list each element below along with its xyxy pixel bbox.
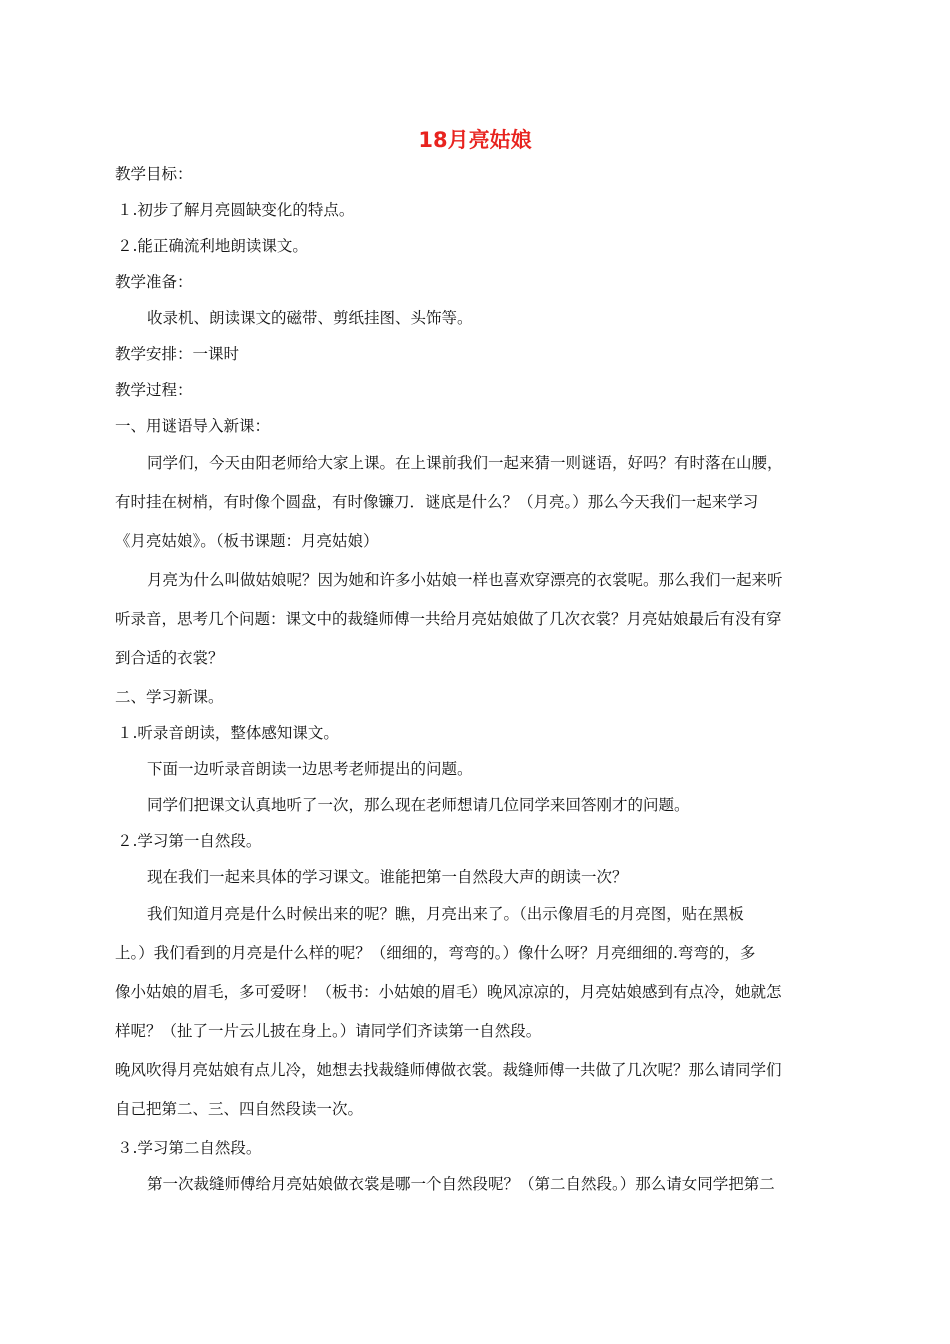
text-line: 教学目标：	[115, 165, 193, 183]
text-line: 收录机、朗读课文的磁带、剪纸挂图、头饰等。	[147, 309, 473, 327]
text-line: ２.能正确流利地朗读课文。	[117, 237, 308, 255]
text-line: 二、学习新课。	[115, 688, 224, 706]
text-line: 同学们，今天由阳老师给大家上课。在上课前我们一起来猜一则谜语，好吗？有时落在山腰，	[147, 454, 783, 472]
text-line: １.初步了解月亮圆缺变化的特点。	[117, 201, 355, 219]
text-line: 有时挂在树梢，有时像个圆盘，有时像镰刀．谜底是什么？（月亮。）那么今天我们一起来学习	[115, 493, 759, 511]
text-line: 样呢？（扯了一片云儿披在身上。）请同学们齐读第一自然段。	[115, 1022, 542, 1040]
text-line: 晚风吹得月亮姑娘有点儿冷，她想去找裁缝师傅做衣裳。裁缝师傅一共做了几次呢？那么请同学们	[115, 1061, 782, 1079]
text-line: 自己把第二、三、四自然段读一次。	[115, 1100, 364, 1118]
text-line: 月亮为什么叫做姑娘呢？因为她和许多小姑娘一样也喜欢穿漂亮的衣裳呢。那么我们一起来听	[147, 571, 783, 589]
text-line: 听录音，思考几个问题：课文中的裁缝师傅一共给月亮姑娘做了几次衣裳？月亮姑娘最后有没有穿	[115, 610, 782, 628]
text-line: 我们知道月亮是什么时候出来的呢？瞧，月亮出来了。（出示像眉毛的月亮图，贴在黑板	[147, 905, 744, 923]
text-line: 上。）我们看到的月亮是什么样的呢？（细细的，弯弯的。）像什么呀？月亮细细的.弯弯的，多	[115, 944, 756, 962]
text-line: ２.学习第一自然段。	[117, 832, 262, 850]
text-line: 教学准备：	[115, 273, 193, 291]
text-line: 一、用谜语导入新课：	[115, 417, 271, 435]
text-line: 到合适的衣裳？	[115, 649, 224, 667]
document-title: 18月亮姑娘	[418, 128, 532, 152]
text-line: 第一次裁缝师傅给月亮姑娘做衣裳是哪一个自然段呢？（第二自然段。）那么请女同学把第二	[147, 1175, 775, 1193]
text-line: 教学安排：一课时	[115, 345, 240, 363]
text-line: １.听录音朗读，整体感知课文。	[117, 724, 339, 742]
text-line: 同学们把课文认真地听了一次，那么现在老师想请几位同学来回答刚才的问题。	[147, 796, 690, 814]
text-line: 像小姑娘的眉毛，多可爱呀！（板书：小姑娘的眉毛）晚风凉凉的，月亮姑娘感到有点冷，她就怎	[115, 983, 782, 1001]
text-line: 现在我们一起来具体的学习课文。谁能把第一自然段大声的朗读一次？	[147, 868, 628, 886]
text-line: ３.学习第二自然段。	[117, 1139, 262, 1157]
text-line: 下面一边听录音朗读一边思考老师提出的问题。	[147, 760, 473, 778]
text-line: 教学过程：	[115, 381, 193, 399]
text-line: 《月亮姑娘》。（板书课题：月亮姑娘）	[115, 532, 379, 550]
